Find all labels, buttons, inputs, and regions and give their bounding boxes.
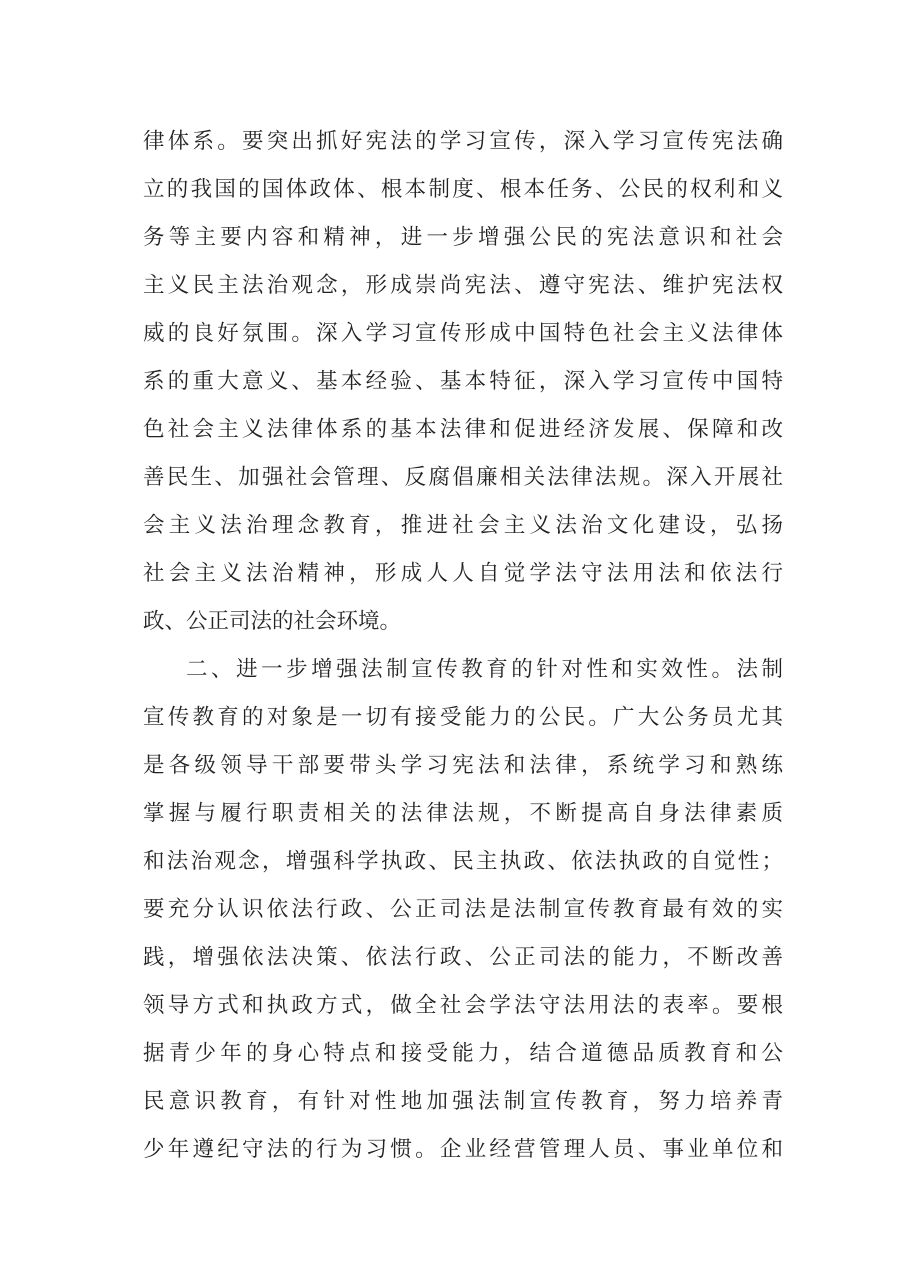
paragraph-line: 务等主要内容和精神，进一步增强公民的宪法意识和社会 bbox=[143, 225, 783, 250]
paragraph-line: 主义民主法治观念，形成崇尚宪法、遵守宪法、维护宪法权 bbox=[143, 273, 783, 298]
paragraph-2 bbox=[143, 646, 783, 1174]
paragraph-line: 威的良好氛围。深入学习宣传形成中国特色社会主义法律体 bbox=[143, 321, 783, 346]
paragraph-line: 践，增强依法决策、依法行政、公正司法的能力，不断改善 bbox=[143, 945, 783, 970]
paragraph-line: 宣传教育的对象是一切有接受能力的公民。广大公务员尤其 bbox=[143, 705, 783, 730]
paragraph-line: 会主义法治理念教育，推进社会主义法治文化建设，弘扬 bbox=[143, 513, 783, 538]
paragraph-1 bbox=[143, 118, 783, 646]
paragraph-line: 是各级领导干部要带头学习宪法和法律，系统学习和熟练 bbox=[143, 753, 783, 778]
paragraph-line: 善民生、加强社会管理、反腐倡廉相关法律法规。深入开展社 bbox=[143, 465, 783, 490]
paragraph-line: 据青少年的身心特点和接受能力，结合道德品质教育和公 bbox=[143, 1041, 783, 1066]
paragraph-line: 少年遵纪守法的行为习惯。企业经营管理人员、事业单位和 bbox=[143, 1137, 783, 1162]
paragraph-line: 社会主义法治精神，形成人人自觉学法守法用法和依法行 bbox=[143, 561, 783, 586]
paragraph-line: 色社会主义法律体系的基本法律和促进经济发展、保障和改 bbox=[143, 417, 783, 442]
paragraph-line: 立的我国的国体政体、根本制度、根本任务、公民的权利和义 bbox=[143, 177, 783, 202]
paragraph-line: 领导方式和执政方式，做全社会学法守法用法的表率。要根 bbox=[143, 993, 783, 1018]
paragraph-line: 律体系。要突出抓好宪法的学习宣传，深入学习宣传宪法确 bbox=[143, 129, 783, 154]
paragraph-line: 系的重大意义、基本经验、基本特征，深入学习宣传中国特 bbox=[143, 369, 783, 394]
paragraph-line: 要充分认识依法行政、公正司法是法制宣传教育最有效的实 bbox=[143, 897, 783, 922]
body-text bbox=[143, 118, 783, 1174]
paragraph-line: 和法治观念，增强科学执政、民主执政、依法执政的自觉性； bbox=[143, 849, 783, 874]
paragraph-line: 政、公正司法的社会环境。 bbox=[143, 609, 402, 634]
paragraph-line: 掌握与履行职责相关的法律法规，不断提高自身法律素质 bbox=[143, 801, 783, 826]
paragraph-line: 民意识教育，有针对性地加强法制宣传教育，努力培养青 bbox=[143, 1089, 783, 1114]
paragraph-line: 二、进一步增强法制宣传教育的针对性和实效性。法制 bbox=[186, 657, 783, 682]
